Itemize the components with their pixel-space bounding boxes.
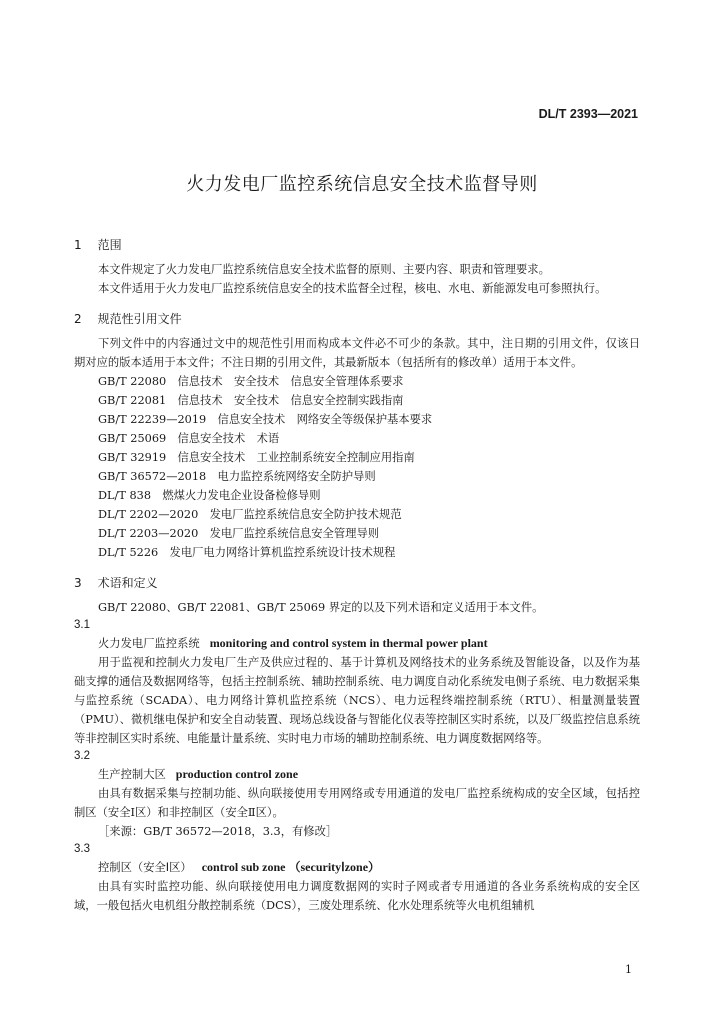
paragraph: 下列文件中的内容通过文中的规范性引用而构成本文件必不可少的条款。其中，注日期的引用文件，仅该日期对应的版本适用于本文件；不注日期的引用文件，其最新版本（包括所有的修改单）适用于本文件。: [74, 337, 640, 369]
section-1-heading: [74, 236, 640, 254]
reference-item: DL/T 2203—2020 发电厂监控系统信息安全管理导则: [98, 527, 380, 540]
term-definition: 由具有数据采集与控制功能、纵向联接使用专用网络或专用通道的发电厂监控系统构成的安全区域，包括控制区（安全Ⅰ区）和非控制区（安全Ⅱ区）。: [74, 787, 640, 819]
section-title: 范围: [97, 238, 122, 252]
term-name-cn: 控制区（安全Ⅰ区）: [98, 861, 192, 874]
reference-item: GB/T 22081 信息技术 安全技术 信息安全控制实践指南: [98, 394, 404, 407]
paragraph: 本文件适用于火力发电厂监控系统信息安全的技术监督全过程，核电、水电、新能源发电可参照执行。: [98, 282, 607, 295]
document-body: [74, 236, 640, 915]
term-name: [74, 765, 640, 784]
section-number: 3: [74, 576, 82, 590]
paragraph: 本文件规定了火力发电厂监控系统信息安全技术监督的原则、主要内容、职责和管理要求。: [98, 263, 550, 276]
reference-item: GB/T 36572—2018 电力监控系统网络安全防护导则: [98, 470, 376, 483]
term-name-cn: 生产控制大区: [98, 768, 166, 781]
reference-item: GB/T 32919 信息安全技术 工业控制系统安全控制应用指南: [98, 451, 415, 464]
section-number: 2: [74, 312, 82, 326]
term-name: [74, 634, 640, 653]
reference-item: DL/T 2202—2020 发电厂监控系统信息安全防护技术规范: [98, 508, 402, 521]
term-number: 3.3: [74, 843, 90, 855]
paragraph: GB/T 22080、GB/T 22081、GB/T 25069 界定的以及下列术语和定义适用于本文件。: [98, 601, 544, 614]
document-title: 火力发电厂监控系统信息安全技术监督导则: [186, 174, 538, 195]
term-name-en: production control zone: [175, 767, 299, 781]
reference-item: GB/T 22239—2019 信息安全技术 网络安全等级保护基本要求: [98, 413, 433, 426]
term-source: ［来源：GB/T 36572—2018，3.3，有修改］: [98, 825, 338, 838]
section-title: 规范性引用文件: [97, 312, 182, 326]
term-name: [74, 858, 640, 877]
reference-item: GB/T 22080 信息技术 安全技术 信息安全管理体系要求: [98, 375, 404, 388]
section-3-heading: [74, 574, 640, 592]
reference-item: GB/T 25069 信息安全技术 术语: [98, 432, 280, 445]
section-2-heading: [74, 310, 640, 328]
reference-item: DL/T 5226 发电厂电力网络计算机监控系统设计技术规程: [98, 546, 396, 559]
term-name-en: control sub zone （securityⅠzone）: [201, 860, 381, 874]
term-number: 3.2: [74, 750, 90, 762]
term-definition: 用于监视和控制火力发电厂生产及供应过程的、基于计算机及网络技术的业务系统及智能设备，以及作为基础支撑的通信及数据网络等，包括主控制系统、辅助控制系统、电力调度自动化系统发电侧子系统、电力数据采集与监控系统（SCADA）、电力网络计算机监控系统（NCS）、电力远程终端控制系统（RTU）、相量测量装置（PMU）、微机继电保护和安全自动装置、现场总线设备与智能化仪表等控制区实时系统，以及厂级监控信息系统等非控制区实时系统、电能量计量系统、实时电力市场的辅助控制系统、电力调度数据网络等。: [74, 656, 640, 745]
reference-item: DL/T 838 燃煤火力发电企业设备检修导则: [98, 489, 321, 502]
section-number: 1: [74, 238, 82, 252]
section-title: 术语和定义: [97, 576, 158, 590]
term-number: 3.1: [74, 619, 90, 631]
page-number: 1: [625, 963, 632, 976]
term-name-en: monitoring and control system in thermal power plant: [209, 636, 488, 650]
standard-code: DL/T 2393—2021: [538, 107, 638, 121]
term-definition: 由具有实时监控功能、纵向联接使用电力调度数据网的实时子网或者专用通道的各业务系统构成的安全区域，一般包括火电机组分散控制系统（DCS），三废处理系统、化水处理系统等火电机组辅机: [74, 880, 640, 912]
term-name-cn: 火力发电厂监控系统: [98, 637, 200, 650]
